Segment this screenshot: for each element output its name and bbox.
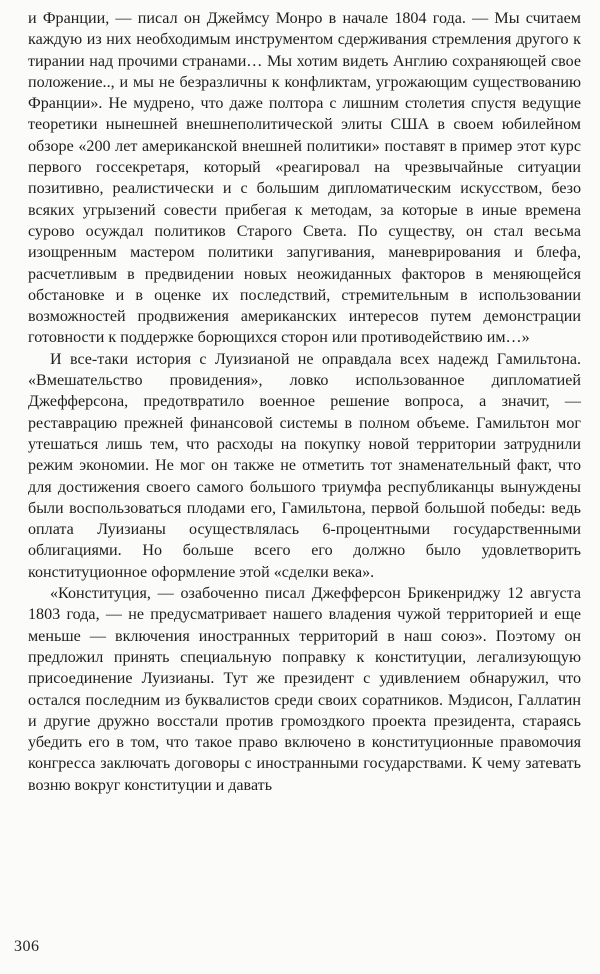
page-number: 306: [14, 938, 40, 955]
paragraph-louisiana-hopes: И все-таки история с Луизианой не оправдала всех надежд Гамильтона. «Вмешательство провидения», ловко использованное дипломатией Джефферсона, предотвратило военное решение вопроса, а значит, — реставрацию прежней финансовой системы в полном объеме. Гамильтон мог утешаться лишь тем, что расходы на покупку новой территории затруднили режим экономии. Не мог он также не отметить тот знаменательный факт, что для достижения своего самого большого триумфа республиканцы вынуждены были воспользоваться плодами его, Гамильтона, первой большой победы: ведь оплата Луизианы осуществлялась 6-процентными государственными облигациями. Но больше всего его должно было удовлетворить конституционное оформление этой «сделки века».: [28, 350, 581, 581]
paragraph-continuation: и Франции, — писал он Джеймсу Монро в начале 1804 года. — Мы считаем каждую из них необходимым инструментом сдерживания стремления другого к тирании над прочими странами… Мы хотим видеть Англию сохраняющей свое положение.., и мы не безразличны к конфликтам, угрожающим существованию Франции». Не мудрено, что даже полтора с лишним столетия спустя ведущие теоретики нынешней внешнеполитической элиты США в своем юбилейном обзоре «200 лет американской внешней политики» поставят в пример этот курс первого госсекретаря, который «реагировал на чрезвычайные ситуации позитивно, реалистически и с большим дипломатическим искусством, безо всяких угрызений совести прибегая к методам, за которые в иные времена сурово осуждал политиков Старого Света. По существу, он стал весьма изощренным мастером политики запугивания, маневрирования и блефа, расчетливым в предвидении новых неожиданных факторов в меняющейся обстановке и в оценке их последствий, стремительным в использовании возможностей продвижения американских интересов путем демонстрации готовности к поддержке борющихся сторон или противодействию им…»: [28, 10, 581, 347]
paragraph-constitution: «Конституция, — озабоченно писал Джефферсон Брикенриджу 12 августа 1803 года, — не предусматривает нашего владения чужой территорией и еще меньше — включения иностранных территорий в наш союз». Поэтому он предложил принять специальную поправку к конституции, легализующую присоединение Луизианы. Тут же президент с удивлением обнаружил, что остался последним из буквалистов среди своих соратников. Мэдисон, Галлатин и другие дружно восстали против громоздкого проекта президента, стараясь убедить его в том, что такое право включено в конституционные правомочия конгресса заключать договоры с иностранными государствами. К чему затевать возню вокруг конституции и давать: [28, 585, 581, 794]
body-text: [28, 8, 581, 796]
